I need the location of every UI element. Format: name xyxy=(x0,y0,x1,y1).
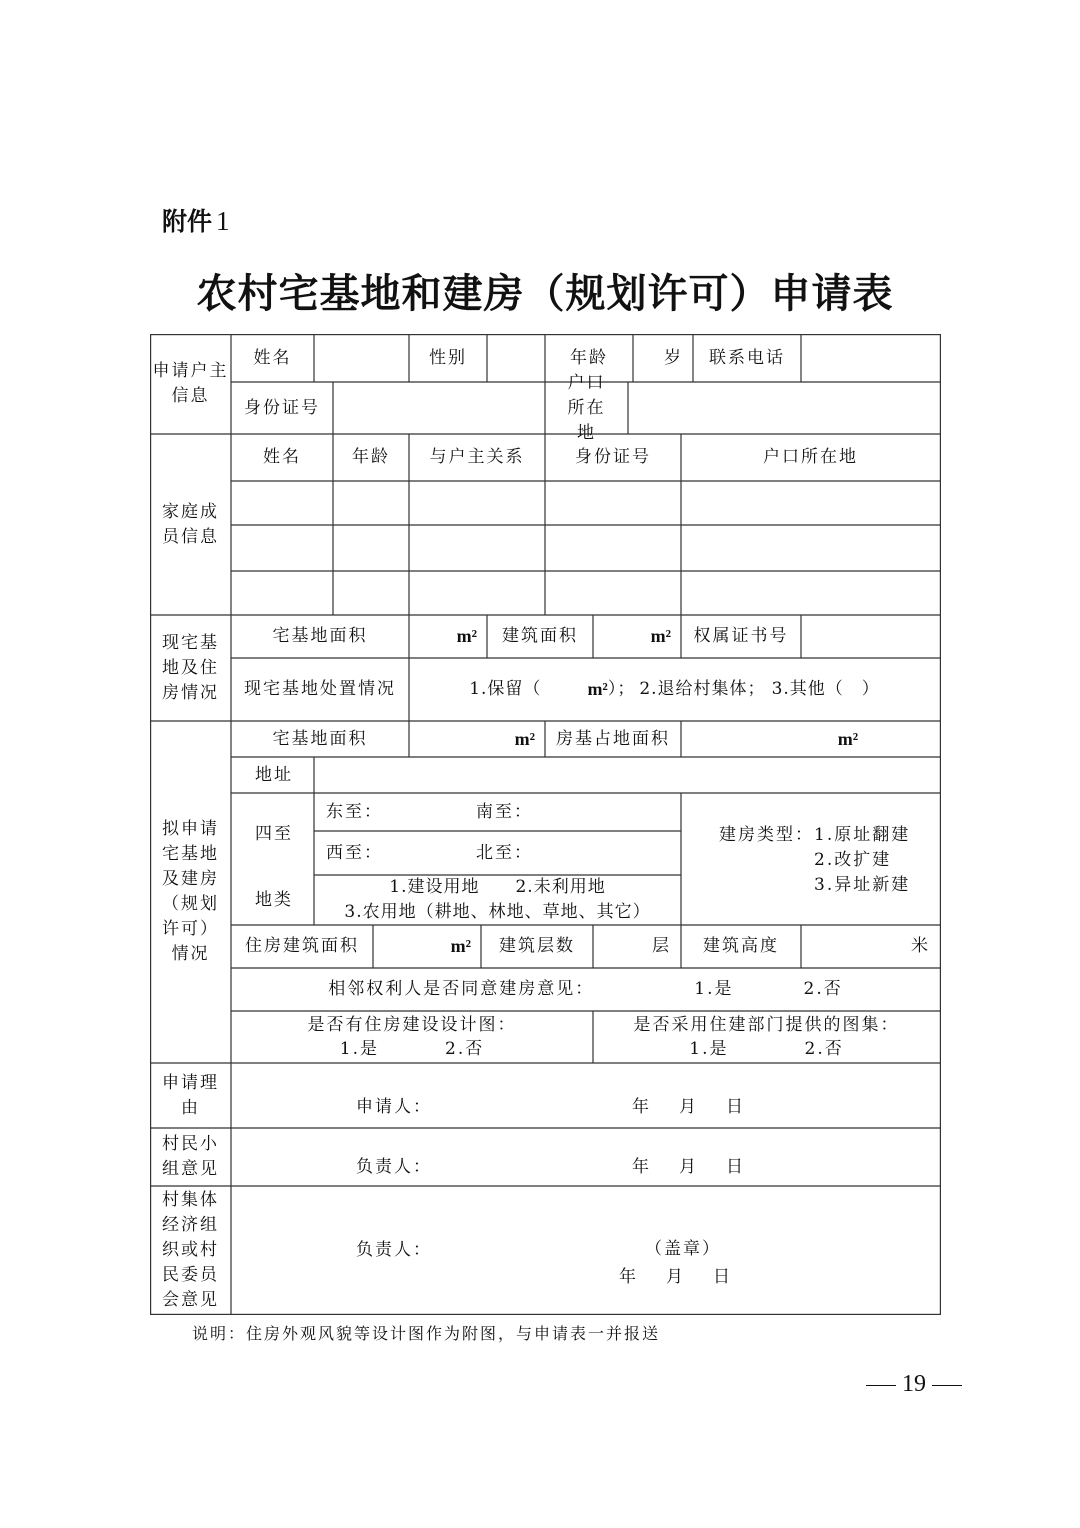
option-retain: 1.保留（ xyxy=(469,679,542,699)
label-boundaries: 四至 xyxy=(255,823,293,844)
neighbor-no[interactable]: 2.否 xyxy=(803,979,843,999)
label-hukou: 户口所在地 xyxy=(567,372,606,443)
name-input[interactable] xyxy=(314,334,409,382)
land-class-options[interactable] xyxy=(314,875,681,925)
date-month: 月 xyxy=(666,1266,685,1287)
height-input[interactable] xyxy=(801,925,940,968)
build-type-group xyxy=(719,823,910,898)
unit-sqm: m² xyxy=(587,679,608,699)
gender-input[interactable] xyxy=(487,334,545,382)
label-current-build-area: 建筑面积 xyxy=(502,626,578,646)
family-header-age: 年龄 xyxy=(352,447,390,467)
reason-signer: 申请人： xyxy=(356,1097,432,1117)
date-month: 月 xyxy=(679,1157,698,1177)
family-header-name: 姓名 xyxy=(263,447,301,467)
unit-sqm: m² xyxy=(450,936,471,956)
label-south[interactable]: 南至： xyxy=(476,801,533,822)
label-cert-no: 权属证书号 xyxy=(693,626,789,646)
label-address: 地址 xyxy=(255,764,293,785)
family-row[interactable] xyxy=(231,525,940,571)
committee-seal: （盖章） xyxy=(645,1238,721,1259)
option-return: 2.退给村集体； xyxy=(639,679,766,699)
design-yes[interactable]: 1.是 xyxy=(339,1039,379,1059)
date-month: 月 xyxy=(679,1097,698,1117)
phone-input[interactable] xyxy=(801,334,940,382)
application-form xyxy=(150,334,941,1315)
label-gender: 性别 xyxy=(429,347,467,368)
label-build-type: 建房类型： xyxy=(719,825,814,845)
height-unit: 米 xyxy=(911,936,930,956)
date-day: 日 xyxy=(713,1266,732,1287)
design-no[interactable]: 2.否 xyxy=(445,1039,485,1059)
neighbor-consent[interactable] xyxy=(231,968,940,1011)
build-type-1: 1.原址翻建 xyxy=(814,825,911,845)
land-class-line-1: 1.建设用地 2.未利用地 xyxy=(389,877,606,897)
unit-sqm: m² xyxy=(514,728,535,749)
group-opinion-area[interactable] xyxy=(231,1128,940,1186)
date-year: 年 xyxy=(632,1097,651,1117)
atlas-yes[interactable]: 1.是 xyxy=(689,1039,729,1059)
date-day: 日 xyxy=(726,1097,745,1117)
form-note: 说明：住房外观风貌等设计图作为附图，与申请表一并报送 xyxy=(192,1324,661,1343)
label-footprint: 房基占地面积 xyxy=(556,728,670,749)
section-current: 现宅基地及住房情况 xyxy=(162,632,219,703)
design-drawing[interactable] xyxy=(231,1011,593,1063)
family-header-hukou: 户口所在地 xyxy=(763,447,858,467)
reason-area[interactable] xyxy=(231,1063,940,1128)
unit-sqm: m² xyxy=(456,626,477,646)
family-row[interactable] xyxy=(231,481,940,525)
footprint-input[interactable] xyxy=(681,721,940,757)
section-proposed: 拟申请宅基地及建房（规划许可）情况 xyxy=(162,819,219,964)
current-build-area-input[interactable] xyxy=(593,615,681,658)
section-family: 家庭成员信息 xyxy=(162,501,219,547)
date-year: 年 xyxy=(619,1266,638,1287)
label-land-class: 地类 xyxy=(255,889,293,910)
label-proposed-land-area: 宅基地面积 xyxy=(272,728,368,749)
annex-label: 附件 1 xyxy=(162,206,230,236)
option-retain-end: ）； xyxy=(607,679,636,699)
label-phone: 联系电话 xyxy=(709,347,785,368)
section-committee: 村集体经济组织或村民委员会意见 xyxy=(162,1190,219,1310)
id-input[interactable] xyxy=(333,382,545,434)
build-type-options[interactable] xyxy=(681,793,940,925)
unit-sqm: m² xyxy=(650,626,671,646)
design-question: 是否有住房建设设计图： xyxy=(307,1015,517,1035)
section-group: 村民小组意见 xyxy=(162,1134,219,1179)
atlas-question: 是否采用住建部门提供的图集： xyxy=(633,1015,900,1035)
age-input[interactable] xyxy=(633,334,693,382)
label-disposal: 现宅基地处置情况 xyxy=(244,679,396,699)
atlas-no[interactable]: 2.否 xyxy=(804,1039,844,1059)
age-unit: 岁 xyxy=(664,347,683,368)
proposed-land-area-input[interactable] xyxy=(409,721,545,757)
label-north[interactable]: 北至： xyxy=(476,842,533,863)
label-west[interactable]: 西至： xyxy=(326,842,383,863)
label-height: 建筑高度 xyxy=(703,936,779,956)
label-east[interactable]: 东至： xyxy=(326,801,383,822)
floors-unit: 层 xyxy=(652,936,671,956)
neighbor-yes[interactable]: 1.是 xyxy=(694,979,734,999)
cert-no-input[interactable] xyxy=(801,615,940,658)
family-header-id: 身份证号 xyxy=(575,447,651,467)
label-floors: 建筑层数 xyxy=(499,936,575,956)
atlas-usage[interactable] xyxy=(593,1011,940,1063)
form-title: 农村宅基地和建房（规划许可）申请表 xyxy=(196,271,894,317)
family-row[interactable] xyxy=(231,571,940,615)
build-type-3: 3.异址新建 xyxy=(814,875,911,895)
floors-input[interactable] xyxy=(593,925,681,968)
label-age: 年龄 xyxy=(570,347,608,368)
committee-date xyxy=(607,1264,807,1290)
option-other: 3.其他（ ） xyxy=(771,679,880,699)
neighbor-question: 相邻权利人是否同意建房意见： xyxy=(328,979,595,999)
label-house-area: 住房建筑面积 xyxy=(245,936,359,956)
committee-signer: 负责人： xyxy=(356,1240,432,1260)
house-area-input[interactable] xyxy=(373,925,481,968)
address-input[interactable] xyxy=(314,757,940,793)
current-land-area-input[interactable] xyxy=(409,615,487,658)
section-applicant: 申请户主信息 xyxy=(152,361,229,406)
label-current-land-area: 宅基地面积 xyxy=(272,626,368,646)
family-header-relation: 与户主关系 xyxy=(429,447,525,467)
hukou-input[interactable] xyxy=(628,382,940,434)
committee-opinion-area[interactable] xyxy=(231,1186,940,1315)
disposal-options[interactable] xyxy=(409,658,940,721)
label-id: 身份证号 xyxy=(244,397,320,418)
date-day: 日 xyxy=(726,1157,745,1177)
page-number: 19 xyxy=(860,1371,968,1398)
label-name: 姓名 xyxy=(253,347,292,368)
group-signer: 负责人： xyxy=(356,1157,432,1177)
date-year: 年 xyxy=(632,1157,651,1177)
build-type-2: 2.改扩建 xyxy=(814,850,892,870)
land-class-line-2: 3.农用地（耕地、林地、草地、其它） xyxy=(344,902,651,922)
unit-sqm: m² xyxy=(837,728,859,749)
section-reason: 申请理由 xyxy=(162,1072,219,1118)
